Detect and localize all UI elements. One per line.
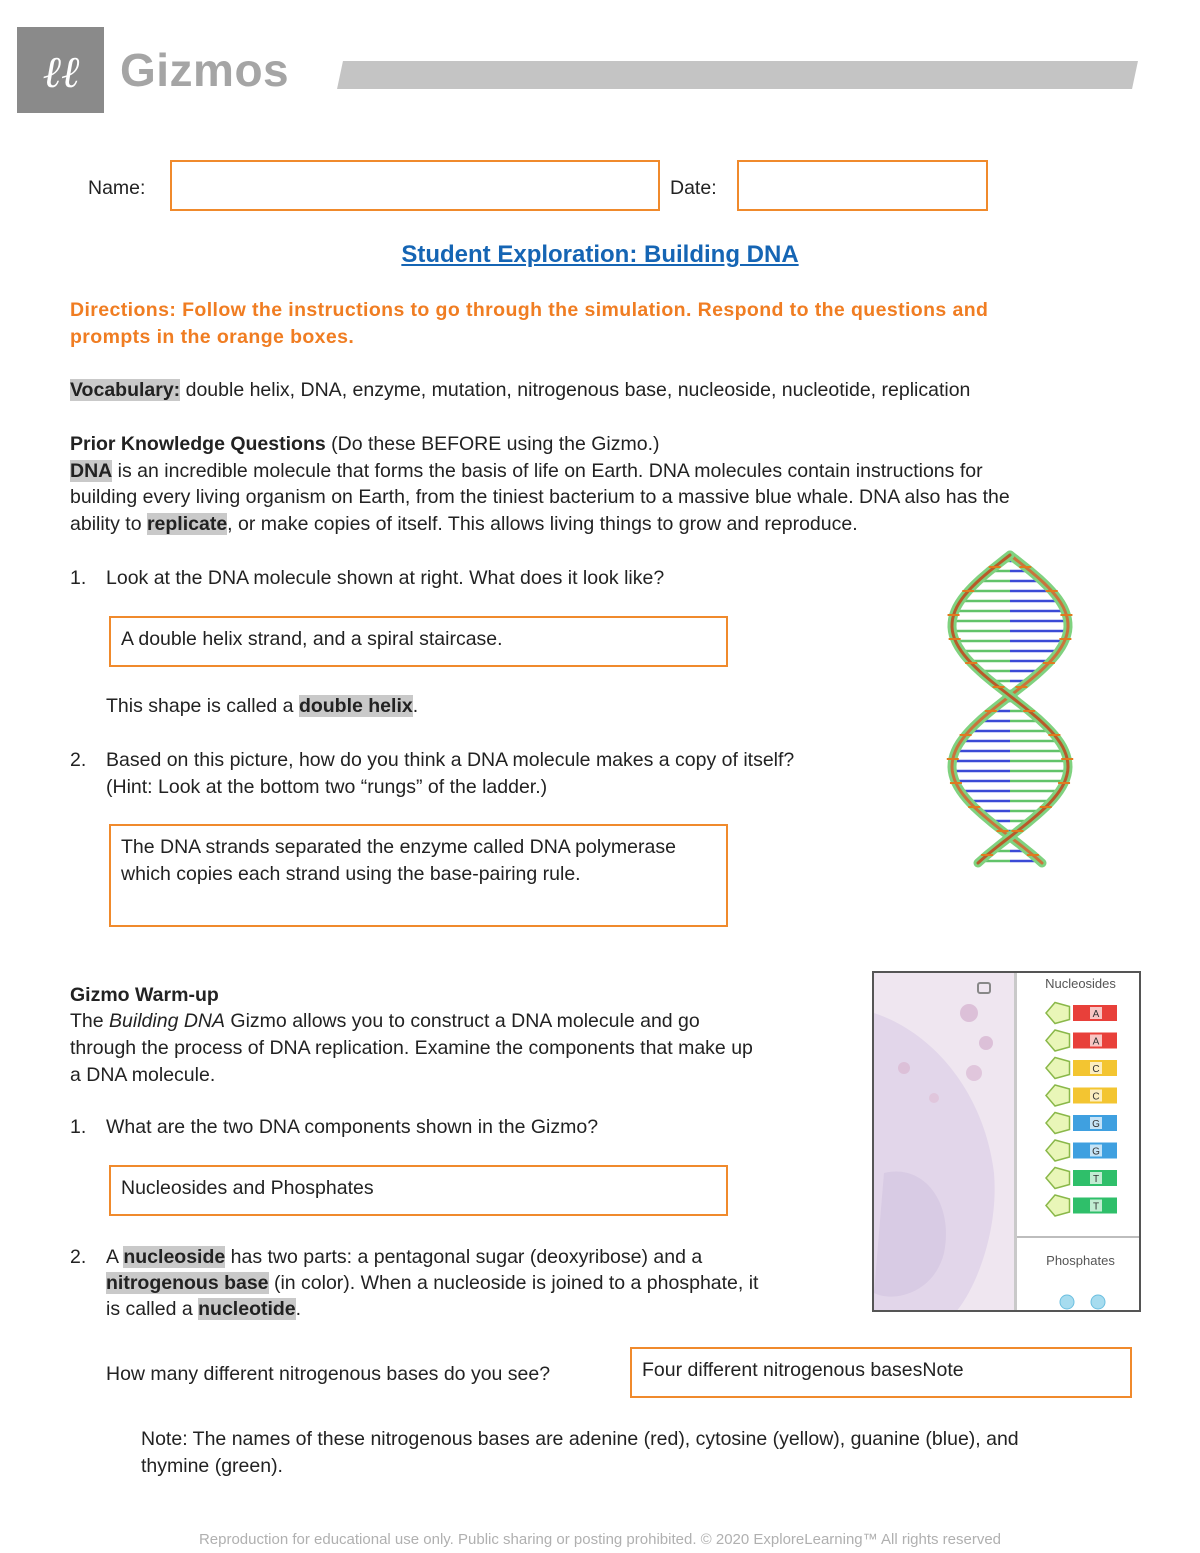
nitrogenous-base-term: nitrogenous base <box>106 1272 269 1294</box>
warmup-q2-number: 2. <box>70 1246 87 1268</box>
prior-q2-line-2: (Hint: Look at the bottom two “rungs” of the ladder.) <box>106 776 548 798</box>
nucleoside-item[interactable] <box>1046 1085 1117 1106</box>
nucleoside-list <box>1017 973 1141 1233</box>
warmup-q1-answer-box[interactable] <box>109 1165 728 1216</box>
bases-answer: Four different nitrogenous basesNote <box>642 1359 964 1381</box>
prior-line3-end: , or make copies of itself. This allows living things to grow and reproduce. <box>227 513 858 535</box>
header-decorative-bar <box>337 61 1138 89</box>
base-letter: T <box>1092 1174 1100 1185</box>
phosphates-label: Phosphates <box>1046 1253 1115 1268</box>
prior-paragraph-line-1 <box>70 458 983 484</box>
prior-q1-text: Look at the DNA molecule shown at right. What does it look like? <box>106 567 665 589</box>
double-helix-term: double helix <box>298 695 413 717</box>
name-field[interactable] <box>170 160 660 211</box>
nucleoside-item[interactable] <box>1046 1168 1117 1189</box>
bases-question: How many different nitrogenous bases do you see? <box>106 1363 551 1385</box>
prior-q1-follow-up <box>106 693 418 719</box>
prior-line3-start: ability to <box>70 513 147 535</box>
nucleoside-item[interactable] <box>1046 1003 1117 1024</box>
warmup-q2-line-3 <box>106 1296 301 1322</box>
warmup-q1-answer: Nucleosides and Phosphates <box>121 1177 374 1199</box>
q2-d: is called a <box>106 1298 199 1320</box>
prior-q2-number: 2. <box>70 749 87 771</box>
svg-text:ℓℓ: ℓℓ <box>42 47 80 98</box>
vocabulary-line <box>70 377 970 403</box>
nucleotide-term: nucleotide <box>198 1298 296 1320</box>
nucleoside-item[interactable] <box>1046 1058 1117 1079</box>
prior-q1-answer: A double helix strand, and a spiral staircase. <box>121 628 503 650</box>
prior-heading-note: (Do these BEFORE using the Gizmo.) <box>325 433 660 455</box>
brand-name: Gizmos <box>120 44 290 96</box>
nucleoside-item[interactable] <box>1046 1140 1117 1161</box>
date-field[interactable] <box>737 160 988 211</box>
footer-copyright: Reproduction for educational use only. Public sharing or posting prohibited. © 2020 ExploreLearning™ All rights reserved <box>198 1531 1002 1548</box>
q2-e: . <box>295 1298 302 1320</box>
prior-q2-answer: The DNA strands separated the enzyme called DNA polymerase which copies each strand using the base-pairing rule. <box>121 836 676 885</box>
follow-up-start: This shape is called a <box>106 695 299 717</box>
q2-a: A <box>106 1246 124 1268</box>
replicate-term: replicate <box>146 513 228 535</box>
warmup-q1-text: What are the two DNA components shown in the Gizmo? <box>106 1116 599 1138</box>
warmup-line1-start: The <box>70 1010 110 1032</box>
warmup-line1-end: Gizmo allows you to construct a DNA molecule and go <box>225 1010 700 1032</box>
bases-answer-box[interactable] <box>630 1347 1132 1398</box>
dna-double-helix-image <box>930 545 1090 875</box>
base-letter: C <box>1092 1064 1100 1075</box>
dna-term: DNA <box>70 460 113 482</box>
warmup-line-2: through the process of DNA replication. Examine the components that make up <box>70 1037 753 1059</box>
warmup-line-1 <box>70 1008 700 1034</box>
explorelearning-logo <box>17 27 104 113</box>
base-letter: T <box>1092 1201 1100 1213</box>
page-title: Student Exploration: Building DNA <box>401 241 799 268</box>
base-letter: A <box>1092 1036 1100 1048</box>
nucleoside-item[interactable] <box>1046 1113 1117 1134</box>
prior-heading-text: Prior Knowledge Questions <box>70 433 326 455</box>
directions-line-1: Directions: Follow the instructions to go through the simulation. Respond to the questions and <box>70 299 989 321</box>
prior-q1-number: 1. <box>70 567 87 589</box>
prior-q2-line-1: Based on this picture, how do you think a DNA molecule makes a copy of itself? <box>106 749 795 771</box>
warmup-heading: Gizmo Warm-up <box>70 984 219 1006</box>
q2-c: (in color). When a nucleoside is joined to a phosphate, it <box>268 1272 759 1294</box>
nucleoside-term: nucleoside <box>123 1246 226 1268</box>
vocabulary-label: Vocabulary: <box>70 379 181 401</box>
prior-knowledge-heading <box>70 431 660 457</box>
note-line-1: Note: The names of these nitrogenous bases are adenine (red), cytosine (yellow), guanine (blue), and <box>141 1428 1019 1450</box>
prior-paragraph-line-3 <box>70 511 858 537</box>
name-label: Name: <box>88 177 146 199</box>
date-label: Date: <box>670 177 717 199</box>
warmup-q1-number: 1. <box>70 1116 87 1138</box>
vocabulary-terms: double helix, DNA, enzyme, mutation, nitrogenous base, nucleoside, nucleotide, replication <box>180 379 971 401</box>
note-line-2: thymine (green). <box>141 1455 283 1477</box>
nucleoside-item[interactable] <box>1046 1030 1117 1051</box>
nucleosides-label: Nucleosides <box>1045 976 1116 991</box>
gizmo-screenshot <box>872 971 1141 1312</box>
base-letter: G <box>1092 1146 1100 1158</box>
q2-b: has two parts: a pentagonal sugar (deoxyribose) and a <box>225 1246 703 1268</box>
follow-up-end: . <box>412 695 419 717</box>
base-letter: G <box>1092 1119 1100 1130</box>
prior-line1-text: is an incredible molecule that forms the basis of life on Earth. DNA molecules contain instructions for <box>112 460 983 482</box>
prior-paragraph-line-2: building every living organism on Earth, from the tiniest bacterium to a massive blue whale. DNA also has the <box>70 486 1010 508</box>
prior-q2-answer-box[interactable] <box>109 824 728 927</box>
base-letter: A <box>1092 1009 1100 1020</box>
prior-q1-answer-box[interactable] <box>109 616 728 667</box>
directions-line-2: prompts in the orange boxes. <box>70 326 355 348</box>
nucleoside-item[interactable] <box>1046 1195 1117 1216</box>
warmup-q2-line-2 <box>106 1270 758 1296</box>
warmup-line-3: a DNA molecule. <box>70 1064 216 1086</box>
warmup-q2-line-1 <box>106 1244 702 1270</box>
logo-mark-icon <box>17 27 104 113</box>
gizmo-name: Building DNA <box>109 1010 226 1032</box>
base-letter: C <box>1092 1091 1100 1103</box>
